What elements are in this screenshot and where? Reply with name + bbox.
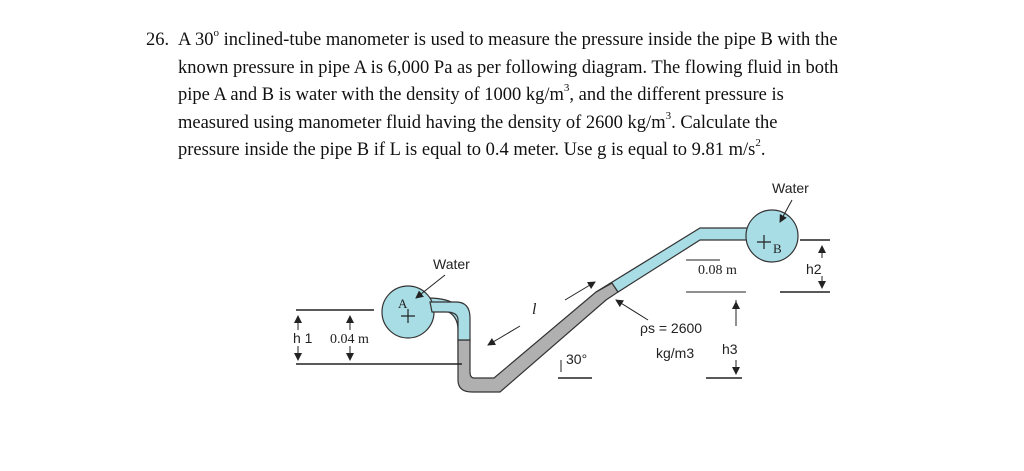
pipe-a-connector (430, 302, 470, 340)
h2-label: h2 (806, 261, 822, 277)
problem-line-3: pipe A and B is water with the density of 1000 $kg/m^3$, and the different pressure is (178, 82, 784, 106)
density-line-2: kg/m3 (656, 345, 695, 361)
problem-number: 26. (146, 30, 170, 50)
pipe-a-label: A (398, 296, 408, 311)
water-top-label: Water (772, 180, 809, 196)
pipe-b (746, 210, 798, 262)
density-pointer (616, 300, 648, 320)
water-left-pointer (416, 275, 445, 298)
problem-line-1: A 30$^o$ inclined-tube manometer is used to measure the pressure inside the pipe B with the (178, 26, 838, 50)
density-line-1: ρs = 2600 (640, 320, 703, 336)
h1-label: h 1 (293, 330, 313, 346)
length-label: l (532, 301, 537, 318)
problem-line-5: pressure inside the pipe B if L is equal to 0.4 meter. Use g is equal to 9.81 $m/s^2$. (178, 137, 766, 161)
manometer-fluid (458, 283, 618, 392)
h1-value: 0.04 m (330, 332, 369, 347)
h3-label: h3 (722, 341, 738, 357)
angle-label: 30° (566, 351, 588, 367)
incline-water-right (596, 228, 748, 292)
problem-line-4: measured using manometer fluid having the density of 2600 $kg/m^3$. Calculate the (178, 109, 778, 133)
problem-line-2: known pressure in pipe A is 6,000 Pa as per following diagram. The flowing fluid in both (178, 57, 839, 78)
water-left-label: Water (433, 256, 470, 272)
length-arrow-lower (488, 326, 520, 345)
pipe-a (382, 286, 434, 338)
pipe-b-label: B (773, 241, 782, 256)
offset-value: 0.08 m (698, 263, 737, 278)
